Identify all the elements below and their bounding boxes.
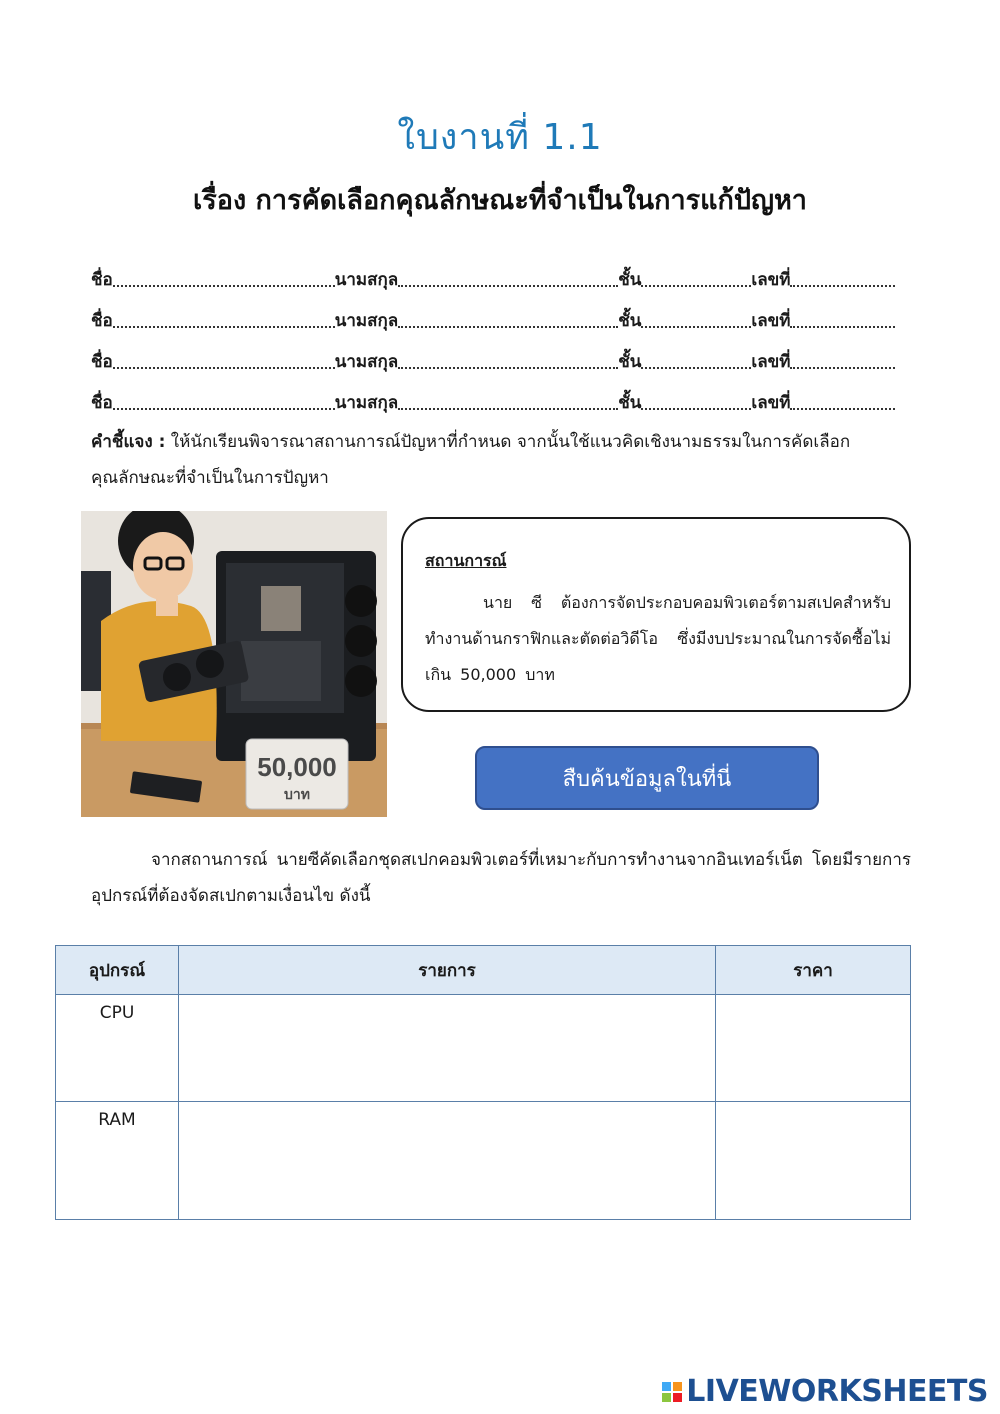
last-name-field[interactable] xyxy=(398,322,618,328)
student-name-fields xyxy=(91,252,896,416)
table-row xyxy=(56,1102,911,1220)
item-cell[interactable] xyxy=(179,995,716,1102)
name-row xyxy=(91,252,896,293)
lead-paragraph: จากสถานการณ์ นายซีคัดเลือกชุดสเปกคอมพิวเตอร์ที่เหมาะกับการทำงานจากอินเทอร์เน็ต โดยมีรายการอุปกรณ์ที่ต้องจัดสเปกตามเงื่อนไข ดังนี้ xyxy=(91,850,911,906)
scenario-illustration xyxy=(81,511,387,817)
name-row xyxy=(91,375,896,416)
name-row xyxy=(91,334,896,375)
liveworksheets-mark-icon xyxy=(662,1382,682,1402)
scenario-text: นาย ซี ต้องการจัดประกอบคอมพิวเตอร์ตามสเปคสำหรับทำงานด้านกราฟิกและตัดต่อวิดีโอ ซึ่งมีงบประมาณในการจัดซื้อไม่เกิน 50,000 บาท xyxy=(425,593,891,684)
spec-table xyxy=(55,945,911,1220)
search-info-button[interactable]: สืบค้นข้อมูลในที่นี่ xyxy=(475,746,819,810)
price-unit: บาท xyxy=(284,787,310,803)
first-name-label: ชื่อ xyxy=(91,352,113,372)
first-name-label: ชื่อ xyxy=(91,270,113,290)
header-price: ราคา xyxy=(716,946,911,995)
last-name-label: นามสกุล xyxy=(334,393,399,413)
table-row xyxy=(56,995,911,1102)
number-label: เลขที่ xyxy=(751,270,791,290)
number-label: เลขที่ xyxy=(751,393,791,413)
last-name-label: นามสกุล xyxy=(334,311,399,331)
number-field[interactable] xyxy=(790,363,895,369)
name-row xyxy=(91,293,896,334)
price-cell[interactable] xyxy=(716,995,911,1102)
number-field[interactable] xyxy=(790,281,895,287)
header-item: รายการ xyxy=(179,946,716,995)
table-header-row xyxy=(56,946,911,995)
first-name-field[interactable] xyxy=(113,363,335,369)
first-name-field[interactable] xyxy=(113,322,335,328)
grade-field[interactable] xyxy=(641,322,751,328)
grade-field[interactable] xyxy=(641,363,751,369)
brand-name: LIVEWORKSHEETS xyxy=(686,1374,988,1409)
grade-label: ชั้น xyxy=(618,270,642,290)
first-name-field[interactable] xyxy=(113,281,335,287)
item-cell[interactable] xyxy=(179,1102,716,1220)
last-name-field[interactable] xyxy=(398,281,618,287)
number-label: เลขที่ xyxy=(751,311,791,331)
instructions xyxy=(91,424,911,496)
student-with-pc-image xyxy=(81,511,387,817)
grade-field[interactable] xyxy=(641,281,751,287)
instructions-text: ให้นักเรียนพิจารณาสถานการณ์ปัญหาที่กำหนด จากนั้นใช้แนวคิดเชิงนามธรรมในการคัดเลือกคุณลักษณะที่จำเป็นในการปัญหา xyxy=(91,432,851,488)
grade-label: ชั้น xyxy=(618,352,642,372)
last-name-field[interactable] xyxy=(398,363,618,369)
scenario-heading: สถานการณ์ xyxy=(425,551,507,570)
number-field[interactable] xyxy=(790,322,895,328)
last-name-label: นามสกุล xyxy=(334,352,399,372)
first-name-label: ชื่อ xyxy=(91,311,113,331)
price-cell[interactable] xyxy=(716,1102,911,1220)
grade-label: ชั้น xyxy=(618,393,642,413)
first-name-label: ชื่อ xyxy=(91,393,113,413)
worksheet-subtitle: เรื่อง การคัดเลือกคุณลักษณะที่จำเป็นในการแก้ปัญหา xyxy=(193,185,807,216)
device-cell: CPU xyxy=(56,995,179,1102)
first-name-field[interactable] xyxy=(113,404,335,410)
device-cell: RAM xyxy=(56,1102,179,1220)
grade-label: ชั้น xyxy=(618,311,642,331)
price-number: 50,000 xyxy=(257,752,337,782)
grade-field[interactable] xyxy=(641,404,751,410)
number-label: เลขที่ xyxy=(751,352,791,372)
instructions-label: คำชี้แจง : xyxy=(91,432,166,452)
scenario-box xyxy=(401,517,911,712)
liveworksheets-logo[interactable] xyxy=(662,1374,988,1409)
last-name-field[interactable] xyxy=(398,404,618,410)
header-device: อุปกรณ์ xyxy=(56,946,179,995)
number-field[interactable] xyxy=(790,404,895,410)
last-name-label: นามสกุล xyxy=(334,270,399,290)
worksheet-title: ใบงานที่ 1.1 xyxy=(397,117,603,158)
